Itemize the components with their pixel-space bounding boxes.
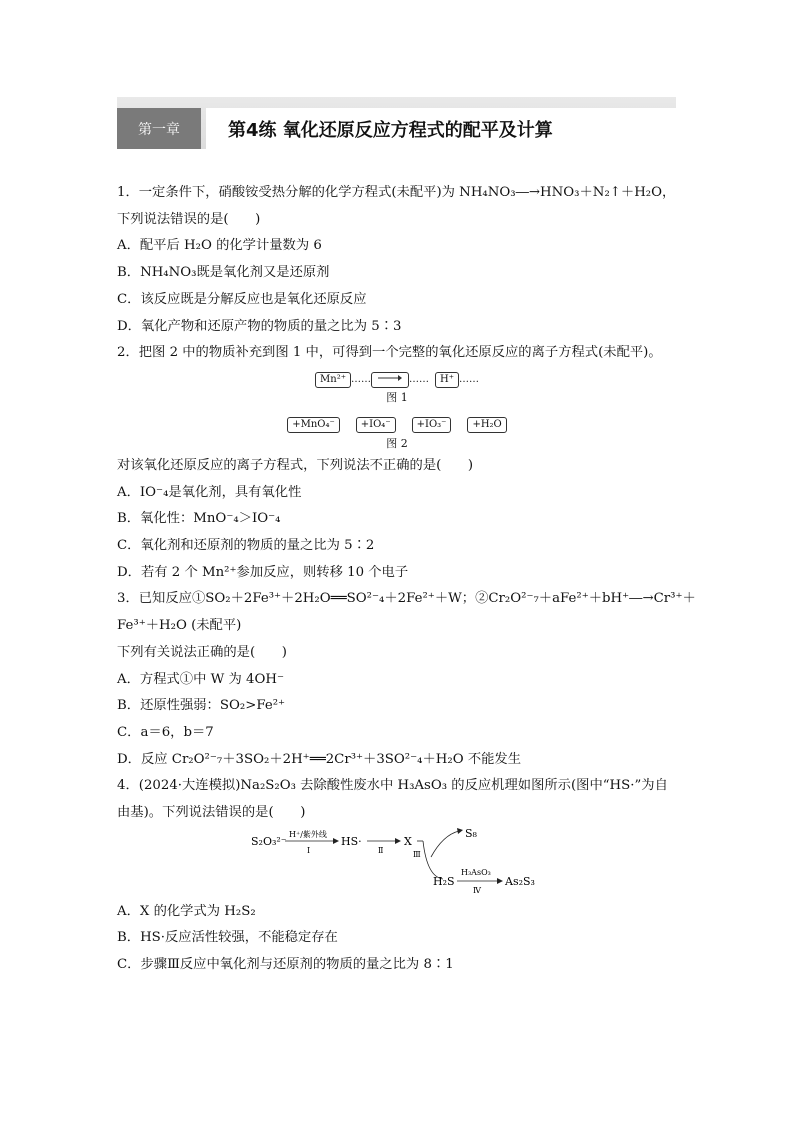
figure-1: [117, 371, 677, 389]
q3-option-a: A．方程式①中 W 为 4OH⁻: [117, 671, 285, 687]
q4-option-c: C．步骤Ⅲ反应中氧化剂与还原剂的物质的量之比为 8∶1: [117, 957, 454, 973]
mech-h2s: H₂S: [433, 874, 455, 888]
fig1-box-mn: Mn²⁺: [315, 372, 351, 388]
fig2-item-h2o: +H₂O: [467, 417, 506, 433]
mechanism-diagram: [117, 827, 677, 899]
mech-hs: HS·: [341, 834, 362, 848]
question-content: [117, 180, 696, 979]
mech-step2: Ⅱ: [378, 845, 384, 855]
q2-stem-2: 对该氧化还原反应的离子方程式，下列说法不正确的是( ): [117, 457, 474, 473]
q1-option-d: D．氧化产物和还原产物的物质的量之比为 5∶3: [117, 318, 402, 334]
fig1-caption: 图 1: [386, 390, 408, 404]
q4-option-b: B．HS·反应活性较强，不能稳定存在: [117, 930, 338, 946]
fig1-dots-1: ……: [350, 373, 371, 385]
figure-2: [117, 415, 677, 435]
q2-option-a: A．IO⁻₄是氧化剂，具有氧化性: [117, 484, 302, 500]
q3-stem-3: 下列有关说法正确的是( ): [117, 644, 287, 660]
q1-option-b: B．NH₄NO₃既是氧化剂又是还原剂: [117, 265, 330, 281]
mech-s8: S₈: [465, 826, 477, 840]
q2-option-c: C．氧化剂和还原剂的物质的量之比为 5∶2: [117, 538, 375, 554]
fig2-item-io4: +IO₄⁻: [356, 417, 396, 433]
fig2-item-mno4: +MnO₄⁻: [287, 417, 340, 433]
fig2-caption: 图 2: [386, 436, 408, 450]
chapter-tab: 第一章: [117, 108, 201, 149]
mechanism-svg: [247, 827, 547, 899]
fig1-arrow-box: [371, 372, 409, 388]
fig1-box-h: H⁺: [435, 372, 459, 388]
fig1-dots-3: ……: [458, 373, 479, 385]
mech-as2s3: As₂S₃: [505, 874, 535, 888]
q2-stem: 2．把图 2 中的物质补充到图 1 中，可得到一个完整的氧化还原反应的离子方程式(未配平)。: [117, 345, 662, 361]
fig1-dots-2: ……: [408, 373, 429, 385]
q2-option-b: B．氧化性：MnO⁻₄＞IO⁻₄: [117, 511, 281, 527]
arrow-icon: [378, 374, 402, 382]
mech-step3: Ⅲ: [413, 849, 421, 859]
fig2-item-io3: +IO₃⁻: [412, 417, 452, 433]
q3-stem-1: 3．已知反应①SO₂＋2Fe³⁺＋2H₂O══SO²⁻₄＋2Fe²⁺＋W；②Cr₂O²⁻₇＋aFe²⁺＋bH⁺―→Cr³⁺＋: [117, 591, 696, 607]
q4-stem-2: 由基)。下列说法错误的是( ): [117, 805, 306, 821]
mech-cond4: H₃AsO₃: [461, 867, 491, 877]
q3-option-b: B．还原性强弱：SO₂>Fe²⁺: [117, 698, 286, 714]
mech-start: S₂O₃²⁻: [251, 834, 287, 848]
mech-step1: Ⅰ: [307, 845, 311, 855]
mech-cond1: H⁺/紫外线: [289, 829, 327, 839]
q4-option-a: A．X 的化学式为 H₂S₂: [117, 903, 256, 919]
q3-option-d: D．反应 Cr₂O²⁻₇＋3SO₂＋2H⁺══2Cr³⁺＋3SO²⁻₄＋H₂O 不能发生: [117, 751, 522, 767]
q1-option-a: A．配平后 H₂O 的化学计量数为 6: [117, 238, 322, 254]
q2-option-d: D．若有 2 个 Mn²⁺参加反应，则转移 10 个电子: [117, 564, 409, 580]
q3-option-c: C．a＝6，b＝7: [117, 724, 214, 740]
q3-stem-2: Fe³⁺＋H₂O (未配平): [117, 618, 242, 634]
page-title: 第4练 氧化还原反应方程式的配平及计算: [206, 108, 676, 149]
mech-x: X: [404, 834, 412, 848]
q4-stem-1: 4．(2024·大连模拟)Na₂S₂O₃ 去除酸性废水中 H₃AsO₃ 的反应机理如图所示(图中“HS·”为自: [117, 778, 668, 794]
q1-option-c: C．该反应既是分解反应也是氧化还原反应: [117, 291, 367, 307]
q1-stem-1: 1．一定条件下，硝酸铵受热分解的化学方程式(未配平)为 NH₄NO₃―→HNO₃＋N₂↑＋H₂O，: [117, 185, 676, 200]
q1-stem-2: 下列说法错误的是( ): [117, 211, 261, 227]
mech-step4: Ⅳ: [473, 885, 481, 895]
